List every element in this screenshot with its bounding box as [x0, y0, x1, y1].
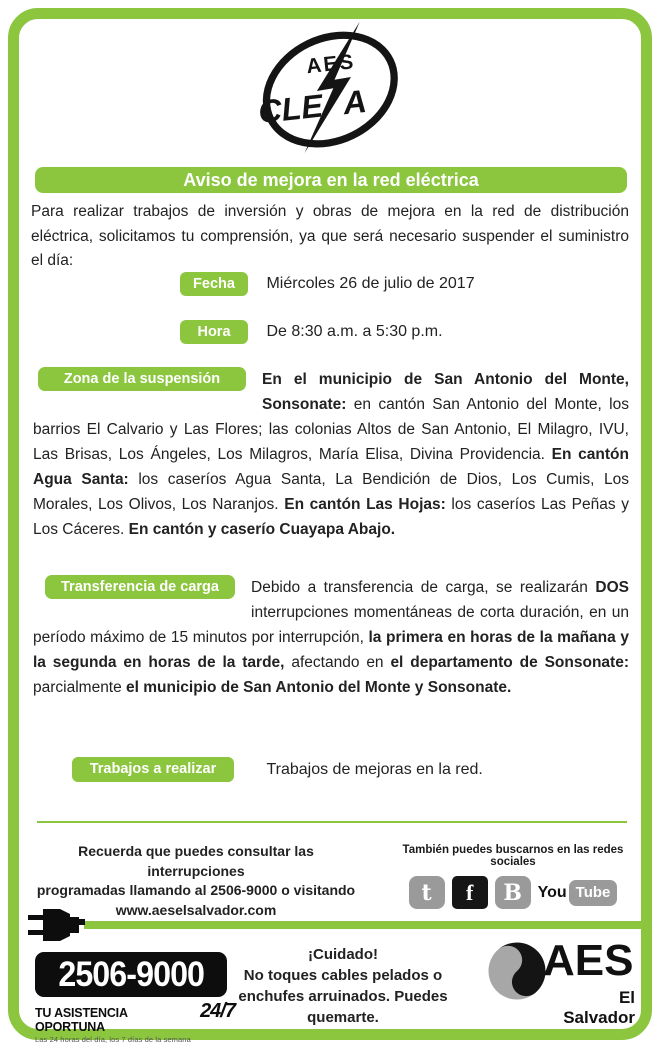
youtube-you-text: You: [537, 883, 567, 901]
trabajos-value: Trabajos de mejoras en la red.: [266, 760, 483, 778]
warning-line-3: enchufes arruinados. Puedes: [238, 988, 448, 1005]
power-cord-line: [84, 921, 650, 929]
reminder-line-2: programadas llamando al 2506-9000 o visitando: [36, 882, 356, 898]
blogger-icon[interactable]: B: [495, 876, 531, 909]
hora-label: Hora: [180, 320, 248, 344]
facebook-icon[interactable]: f: [452, 876, 488, 909]
hotline-tagline: TU ASISTENCIA OPORTUNA: [35, 1006, 128, 1034]
transferencia-section: [33, 575, 629, 700]
transferencia-text: Debido a transferencia de carga, se realizarán DOS interrupciones momentáneas de corta duración, en un período máximo de 15 minutos por interrupción, la primera en horas de la mañana y la segunda en horas de la tarde, afectando en el departamento de Sonsonate: parcialmente el municipio de San Antonio del Monte y Sonsonate.: [33, 579, 629, 696]
power-plug-icon: [28, 903, 92, 947]
zona-section: [33, 367, 629, 542]
fecha-value: Miércoles 26 de julio de 2017: [266, 275, 475, 292]
aes-swirl-icon: [486, 940, 548, 1002]
twitter-icon[interactable]: t: [409, 876, 445, 909]
transferencia-label: Transferencia de carga: [45, 575, 235, 599]
hotline-subtext: Las 24 horas del día, los 7 días de la semana: [35, 1035, 191, 1044]
safety-warning: [232, 944, 454, 1028]
zona-label: Zona de la suspensión: [38, 367, 246, 391]
logo-clesa-right-text: A: [341, 82, 369, 122]
warning-line-1: ¡Cuidado!: [308, 946, 378, 963]
hora-field: [180, 320, 443, 344]
hotline-phone: [35, 952, 227, 997]
logo-aes-text: AES: [305, 50, 357, 79]
aes-brand-name: AES: [543, 936, 634, 985]
social-block: [388, 844, 638, 909]
fecha-label: Fecha: [180, 272, 248, 296]
hotline-tagline-row: [35, 1000, 235, 1034]
social-icons-row: [388, 876, 638, 909]
warning-line-4: quemarte.: [307, 1009, 379, 1026]
youtube-tube-text: Tube: [569, 880, 618, 906]
aes-el-salvador-logo: [486, 936, 638, 1028]
youtube-icon[interactable]: [538, 880, 618, 906]
zona-text: En el municipio de San Antonio del Monte, Sonsonate: en cantón San Antonio del Monte, los barrios El Calvario y Las Flores; las colonias Altos de San Antonio, El Milagro, IVU, Las Brisas, Los Ángeles, Los Milagros, María Elisa, Divina Providencia. En cantón Agua Santa: los caseríos Agua Santa, La Bendición de Dios, Los Cumis, Los Morales, Los Olivos, Los Naranjos. En cantón Las Hojas: los caseríos Las Peñas y Los Cáceres. En cantón y caserío Cuayapa Abajo.: [33, 371, 629, 538]
footer-divider: [37, 821, 627, 823]
badge-24-7: 24/7: [200, 1000, 235, 1022]
hotline-block: [35, 952, 235, 1044]
website-url[interactable]: www.aeselsalvador.com: [115, 901, 277, 918]
hora-value: De 8:30 a.m. a 5:30 p.m.: [266, 323, 443, 340]
warning-line-2: No toques cables pelados o: [243, 967, 443, 984]
notice-banner: Aviso de mejora en la red eléctrica: [35, 167, 627, 193]
trabajos-section: [72, 757, 483, 783]
logo-clesa-left-text: CLE: [256, 87, 325, 131]
phone-number: 2506-9000: [58, 954, 204, 994]
trabajos-label: Trabajos a realizar: [72, 757, 234, 782]
reminder-line-1: Recuerda que puedes consultar las interrupciones: [78, 843, 314, 879]
aes-clesa-logo: [252, 16, 408, 158]
fecha-field: [180, 272, 475, 296]
aes-brand-region: El Salvador: [563, 988, 635, 1027]
intro-paragraph: Para realizar trabajos de inversión y obras de mejora en la red de distribución eléctrica, solicitamos tu comprensión, ya que será necesario suspender el suministro el día:: [31, 203, 629, 269]
social-heading: También puedes buscarnos en las redes sociales: [402, 844, 624, 868]
